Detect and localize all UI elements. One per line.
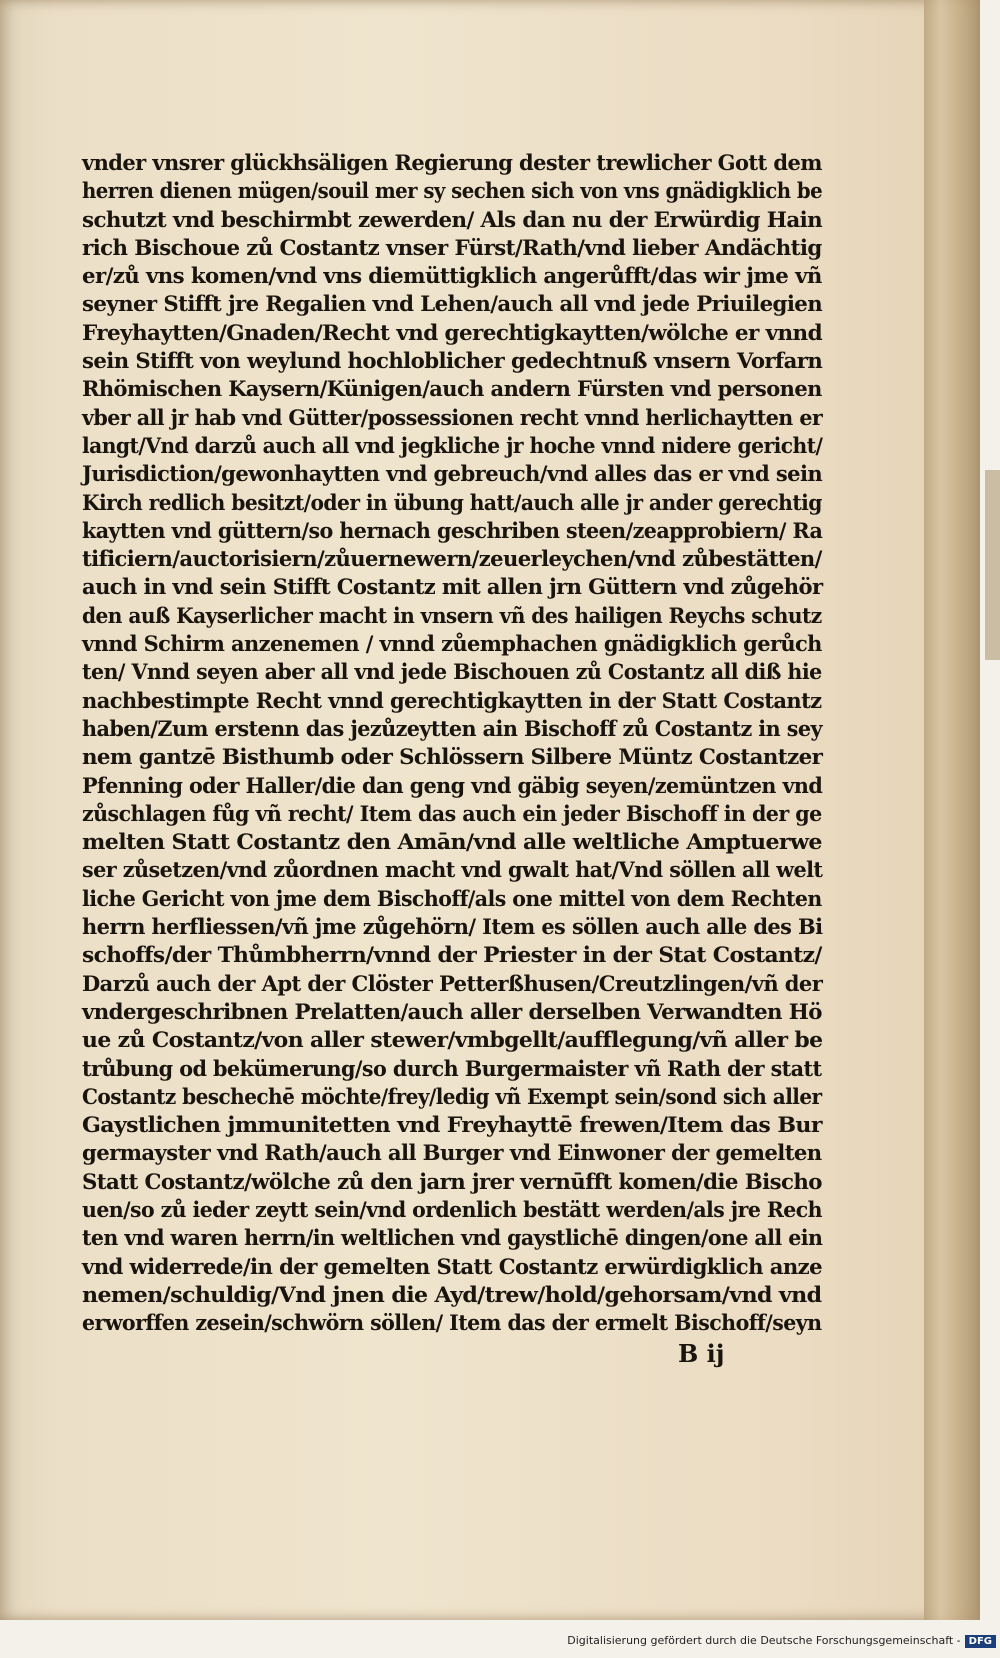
text-line: uen/so zů ieder zeytt sein/vnd ordenlich bestätt werden/als jre Rech [82, 1197, 822, 1223]
signature-mark: B ij [678, 1339, 725, 1368]
text-line: vnnd Schirm anzenemen / vnnd zůemphachen gnädigklich gerůch [82, 632, 822, 658]
text-line: herrn herfliessen/vñ jme zůgehörn/ Item es söllen auch alle des Bi [82, 915, 823, 941]
text-line: Pfenning oder Haller/die dan geng vnd gäbig seyen/zemüntzen vnd [82, 773, 823, 799]
footer-credit-text: Digitalisierung gefördert durch die Deutsche Forschungsgemeinschaft - [567, 1634, 961, 1647]
text-line: Rhömischen Kaysern/Künigen/auch andern Fürsten vnd personen [82, 377, 822, 403]
text-line: langt/Vnd darzů auch all vnd jegkliche jr hoche vnnd nidere gericht/ [82, 433, 823, 459]
text-line: auch in vnd sein Stifft Costantz mit allen jrn Güttern vnd zůgehör [82, 575, 823, 601]
body-text [82, 150, 822, 1338]
digitization-footer [567, 1634, 996, 1648]
text-line: er/zů vns komen/vnd vns diemüttigklich angerůfft/das wir jme vñ [82, 264, 822, 290]
text-line: vnd widerrede/in der gemelten Statt Costantz erwürdigklich anze [82, 1254, 822, 1280]
text-line: nachbestimpte Recht vnnd gerechtigkaytten in der Statt Costantz [82, 688, 822, 714]
text-line: schutzt vnd beschirmbt zewerden/ Als dan nu der Erwürdig Hain [82, 207, 823, 233]
text-line: Kirch redlich besitzt/oder in übung hatt/auch alle jr ander gerechtig [82, 490, 822, 516]
text-line: nemen/schuldig/Vnd jnen die Ayd/trew/hold/gehorsam/vnd vnd [82, 1282, 822, 1308]
text-line: vber all jr hab vnd Gütter/possessionen recht vnnd herlichaytten er [82, 405, 823, 431]
text-line: Gaystlichen jmmunitetten vnd Freyhayttē frewen/Item das Bur [82, 1113, 822, 1139]
text-line: ue zů Costantz/von aller stewer/vmbgellt/aufflegung/vñ aller be [82, 1028, 823, 1054]
text-line: Freyhaytten/Gnaden/Recht vnd gerechtigkaytten/wölche er vnnd [82, 320, 823, 346]
text-line: ten/ Vnnd seyen aber all vnd jede Bischouen zů Costantz all diß hie [82, 660, 822, 686]
text-line: Statt Costantz/wölche zů den jarn jrer vernūfft komen/die Bischo [82, 1169, 822, 1195]
text-line: liche Gericht von jme dem Bischoff/als one mittel von dem Rechten [82, 886, 822, 912]
text-line: zůschlagen fůg vñ recht/ Item das auch ein jeder Bischoff in der ge [82, 801, 822, 827]
text-line: Costantz beschechē möchte/frey/ledig vñ Exempt sein/sond sich aller [82, 1084, 822, 1110]
text-line: vnder vnsrer glückhsäligen Regierung dester trewlicher Gott dem [82, 151, 822, 176]
text-line: erworffen zesein/schwörn söllen/ Item das der ermelt Bischoff/seyn [82, 1311, 822, 1337]
text-line: Jurisdiction/gewonhaytten vnd gebreuch/vnd alles das er vnd sein [82, 462, 823, 488]
text-line: Darzů auch der Apt der Clöster Petterßhusen/Creutzlingen/vñ der [82, 971, 823, 997]
text-line: ser zůsetzen/vnd zůordnen macht vnd gwalt hat/Vnd söllen all welt [82, 858, 823, 884]
text-line: seyner Stifft jre Regalien vnd Lehen/auch all vnd jede Priuilegien [82, 292, 823, 318]
text-line: melten Statt Costantz den Amān/vnd alle weltliche Amptuerwe [82, 830, 822, 856]
text-line: den auß Kayserlicher macht in vnsern vñ des hailigen Reychs schutz [82, 603, 822, 629]
text-line: herren dienen mügen/souil mer sy sechen sich von vns gnädigklich be [82, 179, 823, 205]
text-line: rich Bischoue zů Costantz vnser Fürst/Rath/vnd lieber Andächtig [82, 235, 822, 261]
page-tab-marker [985, 470, 1000, 660]
text-line: vndergeschribnen Prelatten/auch aller derselben Verwandten Hö [82, 999, 822, 1025]
page-edge-shadow [924, 0, 980, 1620]
text-line: trůbung od bekümerung/so durch Burgermaister vñ Rath der statt [82, 1056, 822, 1082]
text-line: haben/Zum erstenn das jezůzeytten ain Bischoff zů Costantz in sey [82, 716, 822, 742]
text-line: sein Stifft von weylund hochloblicher gedechtnuß vnsern Vorfarn [82, 349, 823, 375]
dfg-logo-icon: DFG [965, 1635, 996, 1648]
text-line: schoffs/der Thůmbherrn/vnnd der Priester in der Stat Costantz/ [82, 943, 822, 969]
text-line: ten vnd waren herrn/in weltlichen vnd gaystlichē dingen/one all ein [82, 1226, 823, 1252]
text-line: tificiern/auctorisiern/zůuernewern/zeuerleychen/vnd zůbestätten/ [82, 547, 822, 573]
text-line: kaytten vnd güttern/so hernach geschriben steen/zeapprobiern/ Ra [82, 518, 823, 544]
text-line: nem gantzē Bisthumb oder Schlössern Silbere Müntz Costantzer [82, 745, 823, 771]
text-line: germayster vnd Rath/auch all Burger vnd Einwoner der gemelten [82, 1141, 822, 1167]
